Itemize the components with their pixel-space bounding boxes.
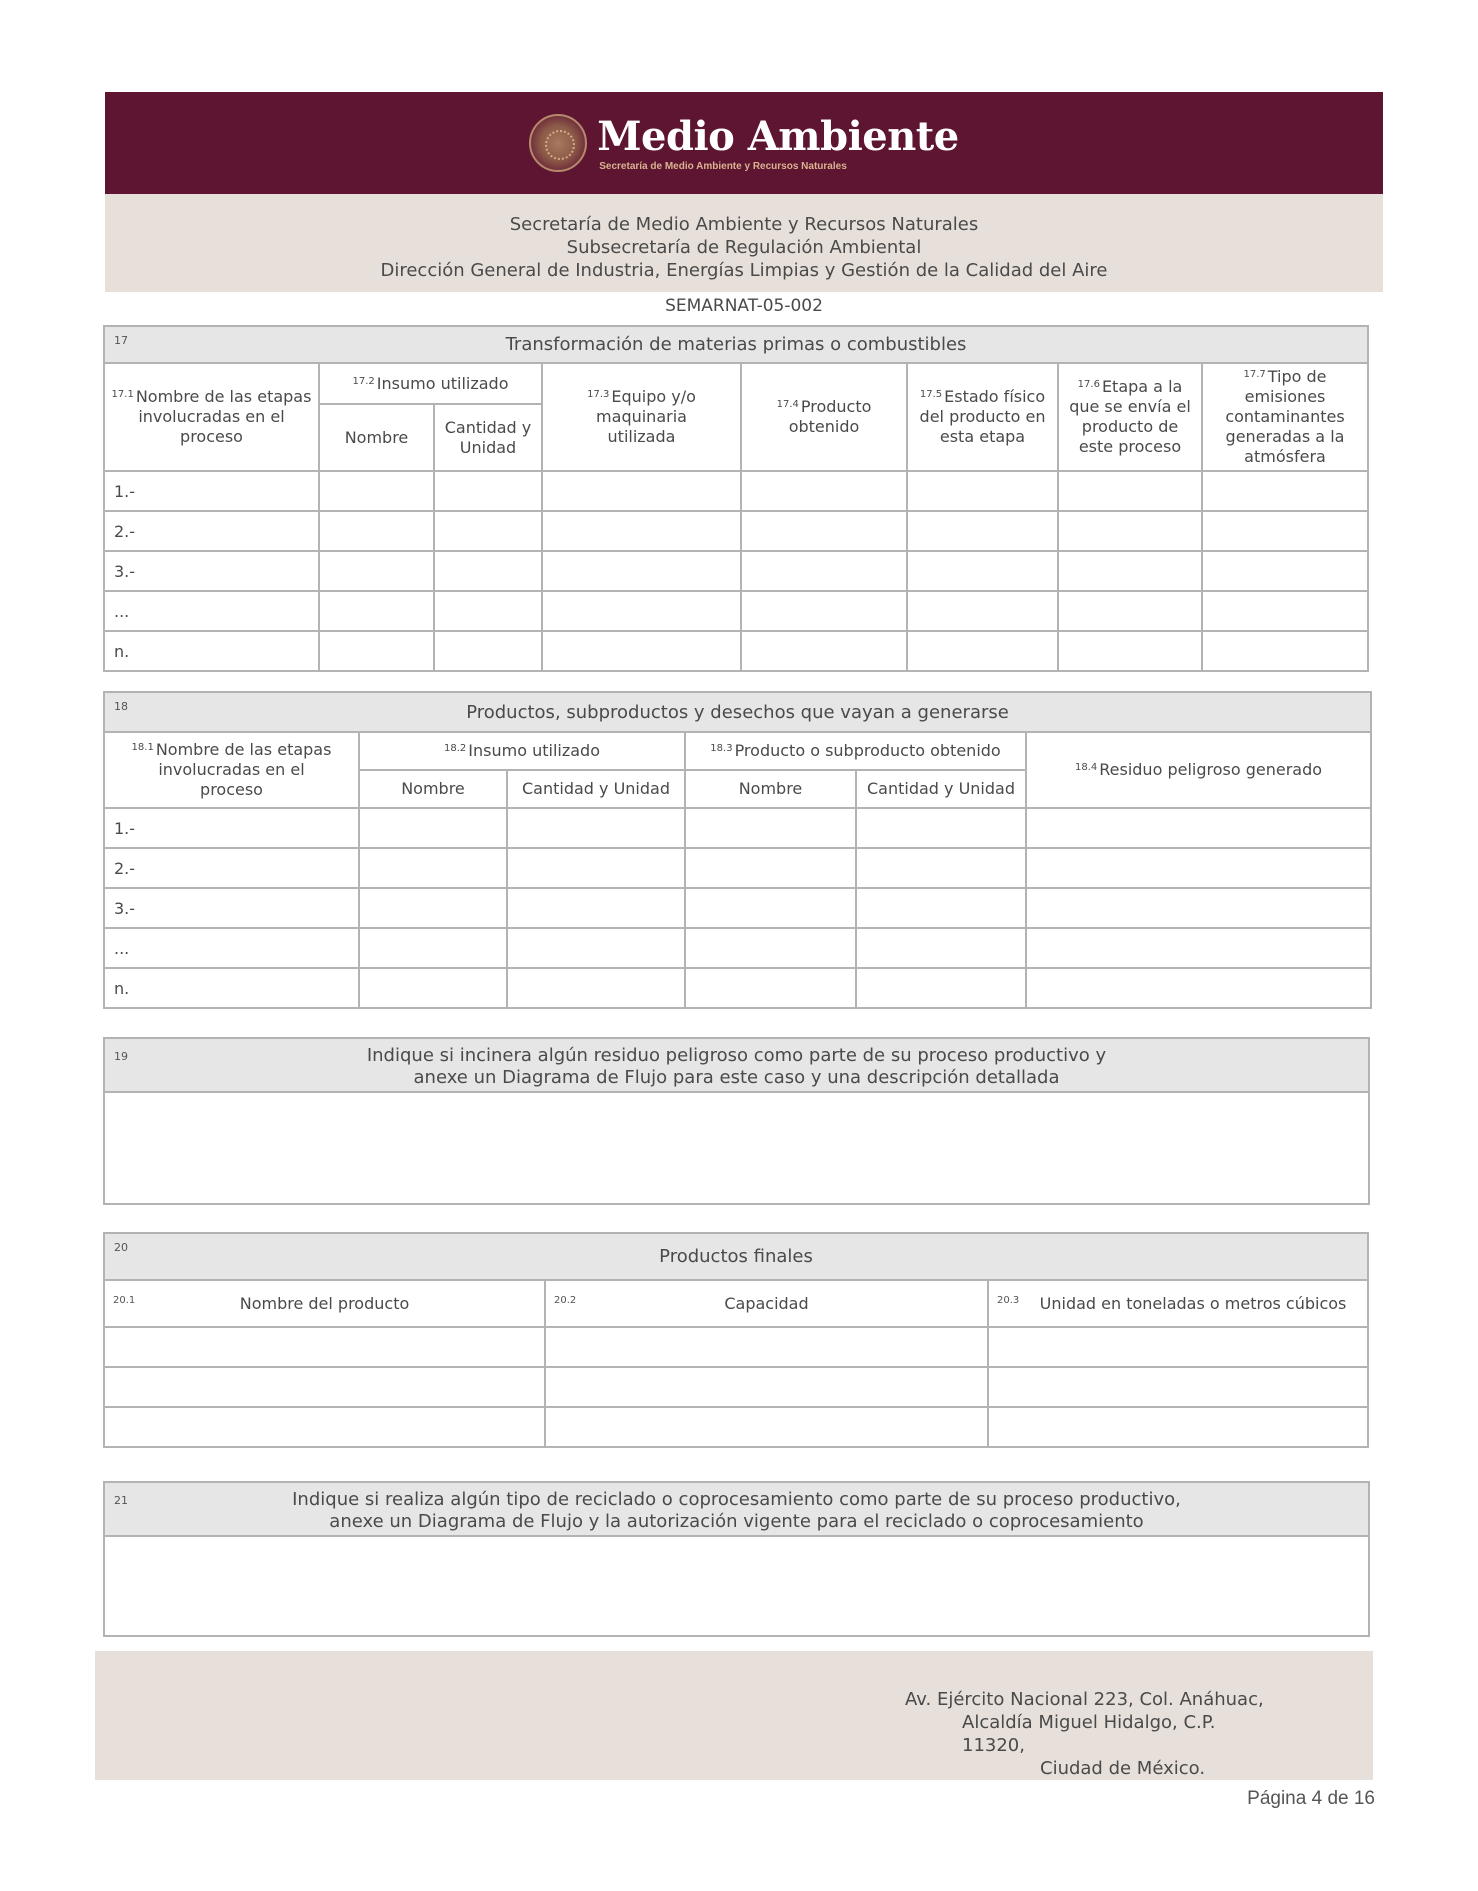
col-17-6-header: $^{17.6}$ Etapa a la que se envía el producto de este proceso — [1058, 363, 1202, 471]
input-cell[interactable] — [359, 928, 507, 968]
input-cell[interactable] — [359, 848, 507, 888]
col-17-7-header: $^{17.7}$ Tipo de emisiones contaminantes generadas a la atmósfera — [1202, 363, 1368, 471]
input-cell[interactable] — [434, 631, 542, 671]
input-cell[interactable] — [741, 511, 907, 551]
input-cell[interactable] — [1026, 888, 1371, 928]
input-cell[interactable] — [1026, 968, 1371, 1008]
col-18-2-header: $^{18.2}$ Insumo utilizado — [359, 732, 685, 770]
input-cell[interactable] — [319, 471, 434, 511]
address-line-2: Alcaldía Miguel Hidalgo, C.P. 11320, — [962, 1712, 1216, 1756]
section-19-header — [104, 1038, 1369, 1092]
input-cell[interactable] — [1026, 808, 1371, 848]
input-cell[interactable] — [359, 888, 507, 928]
section-17-header — [104, 326, 1368, 363]
input-cell[interactable] — [507, 888, 685, 928]
product-name-cell[interactable] — [104, 1407, 545, 1447]
section-title-line-1: Indique si realiza algún tipo de reciclado o coprocesamiento como parte de su proceso productivo, — [292, 1489, 1181, 1510]
input-cell[interactable] — [1058, 471, 1202, 511]
agency-band — [105, 194, 1383, 292]
input-cell[interactable] — [907, 471, 1058, 511]
input-cell[interactable] — [685, 928, 856, 968]
input-cell[interactable] — [434, 471, 542, 511]
input-cell[interactable] — [856, 848, 1026, 888]
section-number: 20 — [114, 1241, 128, 1254]
table-row — [104, 511, 1368, 551]
input-cell[interactable] — [1202, 511, 1368, 551]
input-cell[interactable] — [856, 808, 1026, 848]
input-cell[interactable] — [434, 551, 542, 591]
col-18-3-header: $^{18.3}$ Producto o subproducto obtenido — [685, 732, 1026, 770]
input-cell[interactable] — [741, 551, 907, 591]
table-row — [104, 1367, 1368, 1407]
section-21-header — [104, 1482, 1369, 1536]
unit-cell[interactable] — [988, 1407, 1368, 1447]
input-cell[interactable] — [542, 631, 741, 671]
incineration-description-field[interactable] — [104, 1092, 1369, 1204]
input-cell[interactable] — [741, 631, 907, 671]
input-cell[interactable] — [1058, 591, 1202, 631]
table-row — [104, 848, 1371, 888]
input-cell[interactable] — [542, 471, 741, 511]
input-cell[interactable] — [1026, 928, 1371, 968]
section-title-line-2: anexe un Diagrama de Flujo para este caso y una descripción detallada — [413, 1067, 1060, 1088]
col-17-2-cantidad-header: Cantidad y Unidad — [434, 404, 542, 471]
col-18-3-nombre-header: Nombre — [685, 770, 856, 808]
product-name-cell[interactable] — [104, 1327, 545, 1367]
unit-cell[interactable] — [988, 1367, 1368, 1407]
input-cell[interactable] — [685, 848, 856, 888]
unit-cell[interactable] — [988, 1327, 1368, 1367]
input-cell[interactable] — [434, 591, 542, 631]
input-cell[interactable] — [856, 968, 1026, 1008]
brand-title: Medio Ambiente — [597, 112, 959, 160]
input-cell[interactable] — [319, 631, 434, 671]
input-cell[interactable] — [856, 888, 1026, 928]
table-row — [104, 968, 1371, 1008]
input-cell[interactable] — [741, 591, 907, 631]
table-row — [104, 888, 1371, 928]
col-17-2-header: $^{17.2}$ Insumo utilizado — [319, 363, 542, 404]
section-17-table — [103, 325, 1369, 672]
agency-line-subsecretaria: Subsecretaría de Regulación Ambiental — [566, 236, 922, 258]
col-17-1-header: $^{17.1}$ Nombre de las etapas involucradas en el proceso — [104, 363, 319, 471]
section-title-line-1: Indique si incinera algún residuo peligroso como parte de su proceso productivo y — [366, 1045, 1107, 1066]
section-title: Productos, subproductos y desechos que vayan a generarse — [466, 701, 1009, 723]
input-cell[interactable] — [907, 551, 1058, 591]
section-title: Productos finales — [659, 1246, 813, 1267]
col-20-1-header: 20.1 Nombre del producto — [104, 1280, 545, 1327]
input-cell[interactable] — [685, 968, 856, 1008]
input-cell[interactable] — [319, 591, 434, 631]
input-cell[interactable] — [1202, 631, 1368, 671]
row-label: 1.- — [104, 808, 359, 848]
section-19-table — [103, 1037, 1370, 1205]
col-20-2-header: 20.2 Capacidad — [545, 1280, 988, 1327]
table-row — [104, 471, 1368, 511]
table-row — [104, 1407, 1368, 1447]
input-cell[interactable] — [1058, 631, 1202, 671]
section-number: 17 — [114, 334, 128, 347]
input-cell[interactable] — [907, 591, 1058, 631]
footer-address — [880, 1688, 1280, 1780]
capacity-cell[interactable] — [545, 1407, 988, 1447]
mexico-coat-of-arms-icon — [529, 114, 587, 172]
input-cell[interactable] — [319, 511, 434, 551]
section-number: 18 — [114, 700, 128, 713]
brand-logo — [529, 114, 958, 172]
input-cell[interactable] — [1202, 591, 1368, 631]
agency-line-direccion: Dirección General de Industria, Energías Limpias y Gestión de la Calidad del Aire — [380, 259, 1108, 281]
input-cell[interactable] — [1202, 471, 1368, 511]
col-17-3-header: $^{17.3}$ Equipo y/o maquinaria utilizada — [542, 363, 741, 471]
row-label: n. — [104, 631, 319, 671]
input-cell[interactable] — [685, 808, 856, 848]
agency-line-secretaria: Secretaría de Medio Ambiente y Recursos Naturales — [509, 213, 979, 235]
col-18-4-header: $^{18.4}$ Residuo peligroso generado — [1026, 732, 1371, 808]
row-label: 1.- — [104, 471, 319, 511]
row-label: 3.- — [104, 888, 359, 928]
table-row — [104, 1327, 1368, 1367]
section-title-line-2: anexe un Diagrama de Flujo y la autorización vigente para el reciclado o coprocesamiento — [329, 1511, 1144, 1532]
page-number: Página 4 de 16 — [1247, 1788, 1375, 1809]
table-row — [104, 631, 1368, 671]
input-cell[interactable] — [1058, 551, 1202, 591]
input-cell[interactable] — [359, 808, 507, 848]
row-label: 3.- — [104, 551, 319, 591]
section-18-table — [103, 691, 1372, 1009]
address-line-1: Av. Ejército Nacional 223, Col. Anáhuac, — [905, 1689, 1264, 1710]
section-21-table — [103, 1481, 1370, 1637]
input-cell[interactable] — [856, 928, 1026, 968]
table-row — [104, 928, 1371, 968]
header-banner — [105, 92, 1383, 194]
input-cell[interactable] — [507, 968, 685, 1008]
section-20-header — [104, 1233, 1368, 1280]
capacity-cell[interactable] — [545, 1367, 988, 1407]
input-cell[interactable] — [1026, 848, 1371, 888]
input-cell[interactable] — [542, 551, 741, 591]
row-label: ... — [104, 928, 359, 968]
input-cell[interactable] — [319, 551, 434, 591]
table-row — [104, 808, 1371, 848]
input-cell[interactable] — [507, 848, 685, 888]
col-18-3-cantidad-header: Cantidad y Unidad — [856, 770, 1026, 808]
col-17-4-header: $^{17.4}$ Producto obtenido — [741, 363, 907, 471]
product-name-cell[interactable] — [104, 1367, 545, 1407]
col-17-2-nombre-header: Nombre — [319, 404, 434, 471]
input-cell[interactable] — [741, 471, 907, 511]
input-cell[interactable] — [1058, 511, 1202, 551]
input-cell[interactable] — [685, 888, 856, 928]
capacity-cell[interactable] — [545, 1327, 988, 1367]
col-20-3-header: 20.3 Unidad en toneladas o metros cúbicos — [988, 1280, 1368, 1327]
input-cell[interactable] — [434, 511, 542, 551]
recycling-description-field[interactable] — [104, 1536, 1369, 1636]
row-label: ... — [104, 591, 319, 631]
section-number: 19 — [114, 1050, 128, 1063]
table-row — [104, 551, 1368, 591]
input-cell[interactable] — [542, 511, 741, 551]
input-cell[interactable] — [907, 511, 1058, 551]
input-cell[interactable] — [1202, 551, 1368, 591]
section-18-header — [104, 692, 1371, 732]
input-cell[interactable] — [542, 591, 741, 631]
row-label: 2.- — [104, 848, 359, 888]
col-17-5-header: $^{17.5}$ Estado físico del producto en esta etapa — [907, 363, 1058, 471]
input-cell[interactable] — [907, 631, 1058, 671]
row-label: 2.- — [104, 511, 319, 551]
address-line-3: Ciudad de México. — [1040, 1758, 1206, 1779]
col-18-2-cantidad-header: Cantidad y Unidad — [507, 770, 685, 808]
row-label: n. — [104, 968, 359, 1008]
col-18-2-nombre-header: Nombre — [359, 770, 507, 808]
section-20-table — [103, 1232, 1369, 1448]
input-cell[interactable] — [507, 808, 685, 848]
section-number: 21 — [114, 1494, 128, 1507]
table-row — [104, 591, 1368, 631]
brand-subtitle: Secretaría de Medio Ambiente y Recursos Naturales — [599, 160, 847, 172]
col-18-1-header: $^{18.1}$ Nombre de las etapas involucradas en el proceso — [104, 732, 359, 808]
form-code: SEMARNAT-05-002 — [665, 296, 823, 316]
section-title: Transformación de materias primas o combustibles — [505, 334, 967, 355]
input-cell[interactable] — [507, 928, 685, 968]
input-cell[interactable] — [359, 968, 507, 1008]
